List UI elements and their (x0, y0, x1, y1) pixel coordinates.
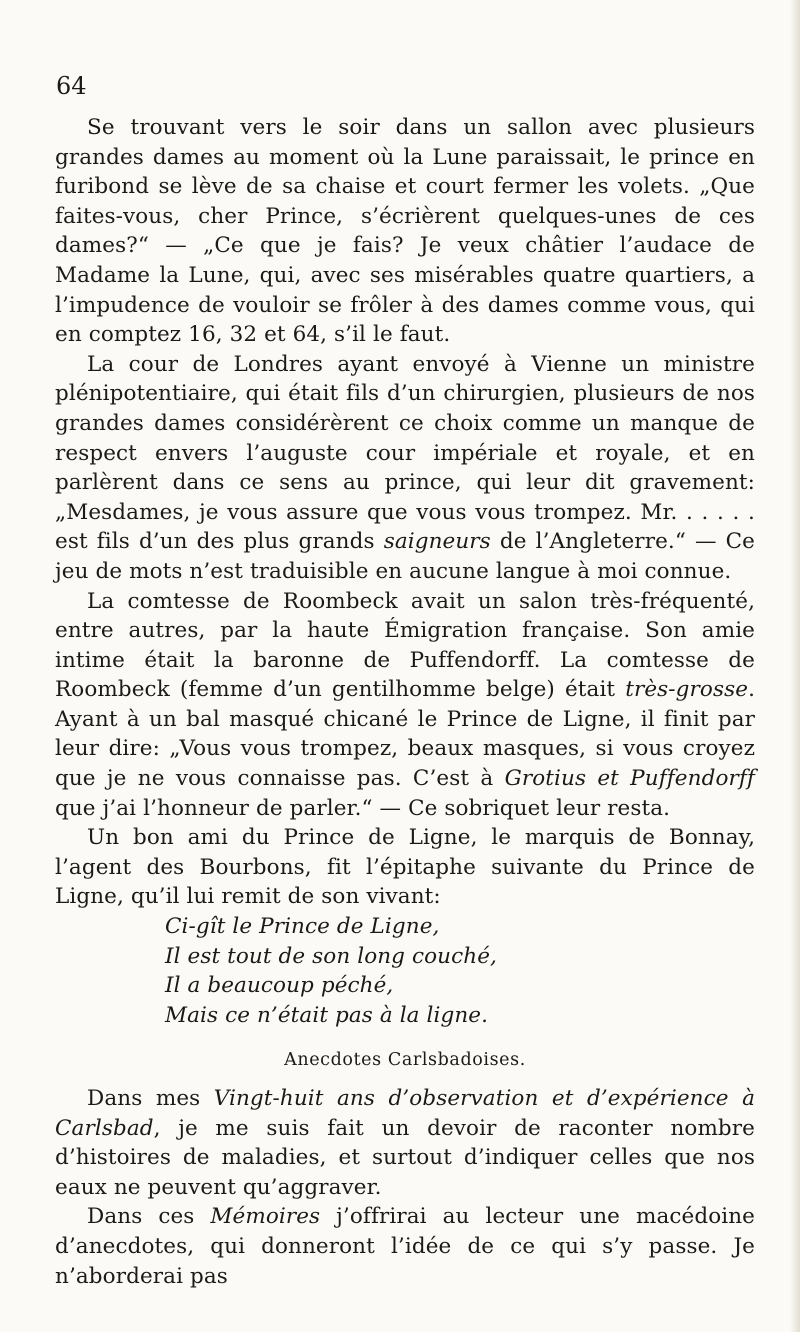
emphasis-grotius: Grotius et Puffendorff (504, 766, 755, 792)
page-edge-shadow (790, 0, 800, 1332)
verse-line: Ci-gît le Prince de Ligne, (165, 914, 440, 940)
verse-line: Il est tout de son long couché, (165, 943, 497, 969)
emphasis-memoires: Mémoires (210, 1204, 321, 1230)
text-segment: La cour de Londres ayant envoyé à Vienne un ministre plénipotentiaire, qui était fils d’un chirurgien, plusieurs de nos grandes dames considérèrent ce choix comme un manque de respect envers l’auguste cour impériale et royale, et en parlèrent dans ce sens au prince, qui leur dit gravement: „Mesdames, je vous assure que vous vous trompez. Mr. . . . . . est fils d’un des plus grands (55, 351, 755, 555)
text-segment: Dans mes (87, 1086, 214, 1111)
text-segment: , je me suis fait un devoir de raconter nombre d’histoires de maladies, et surtout d’indiquer celles que nos eaux ne peuvent qu’aggraver. (55, 1115, 755, 1200)
emphasis-tres-grosse: très-grosse (625, 677, 749, 703)
paragraph-memoires (55, 1202, 755, 1291)
text-segment: de l’Angleterre.“ — Ce jeu de mots n’est traduisible en aucune langue à moi connue. (55, 529, 755, 584)
epitaph-verse (165, 912, 755, 1030)
text-segment: La comtesse de Roombeck avait un salon très-fréquenté, entre autres, par la haute Émigration française. Son amie intime était la baronne de Puffendorff. La comtesse de Roombeck (femme d’un gentilhomme belge) était (55, 588, 755, 703)
page-number: 64 (56, 72, 87, 100)
text-segment: . Ayant à un bal masqué chicané le Prince de Ligne, il finit par leur dire: „Vous vous trompez, beaux masques, si vous croyez que je ne vous connaisse pas. C’est à (55, 677, 755, 792)
verse-line: Il a beaucoup péché, (165, 973, 394, 999)
emphasis-book-title: Vingt-huit ans d’observation et d’expérience à Carlsbad (55, 1086, 755, 1141)
paragraph-roombeck (55, 587, 755, 824)
paragraph-moon-anecdote: Se trouvant vers le soir dans un sallon avec plusieurs grandes dames au moment où la Lune paraissait, le prince en furibond se lève de sa chaise et court fermer les volets. „Que faites-vous, cher Prince, s’écrièrent quelques-unes de ces dames?“ — „Ce que je fais? Je veux châtier l’audace de Madame la Lune, qui, avec ses misérables quatre quartiers, a l’impudence de vouloir se frôler à des dames comme vous, qui en comptez 16, 32 et 64, s’il le faut. (55, 115, 755, 348)
paragraph-bonnay: Un bon ami du Prince de Ligne, le marquis de Bonnay, l’agent des Bourbons, fit l’épitaphe suivante du Prince de Ligne, qu’il lui remit de son vivant: (55, 825, 755, 910)
paragraph-vingt-huit (55, 1084, 755, 1202)
paragraph-london-minister (55, 350, 755, 587)
text-segment: que j’ai l’honneur de parler.“ — Ce sobriquet leur resta. (55, 795, 671, 821)
text-segment: j’offrirai au lecteur une macédoine d’anecdotes, qui donneront l’idée de ce qui s’y passe. Je n’aborderai pas (55, 1204, 756, 1289)
body-text (55, 113, 755, 1291)
emphasis-saigneurs: saigneurs (383, 529, 491, 555)
text-segment: Dans ces (87, 1204, 211, 1230)
section-heading: Anecdotes Carlsbadoises. (284, 1050, 526, 1071)
verse-line: Mais ce n’était pas à la ligne. (165, 1002, 489, 1028)
